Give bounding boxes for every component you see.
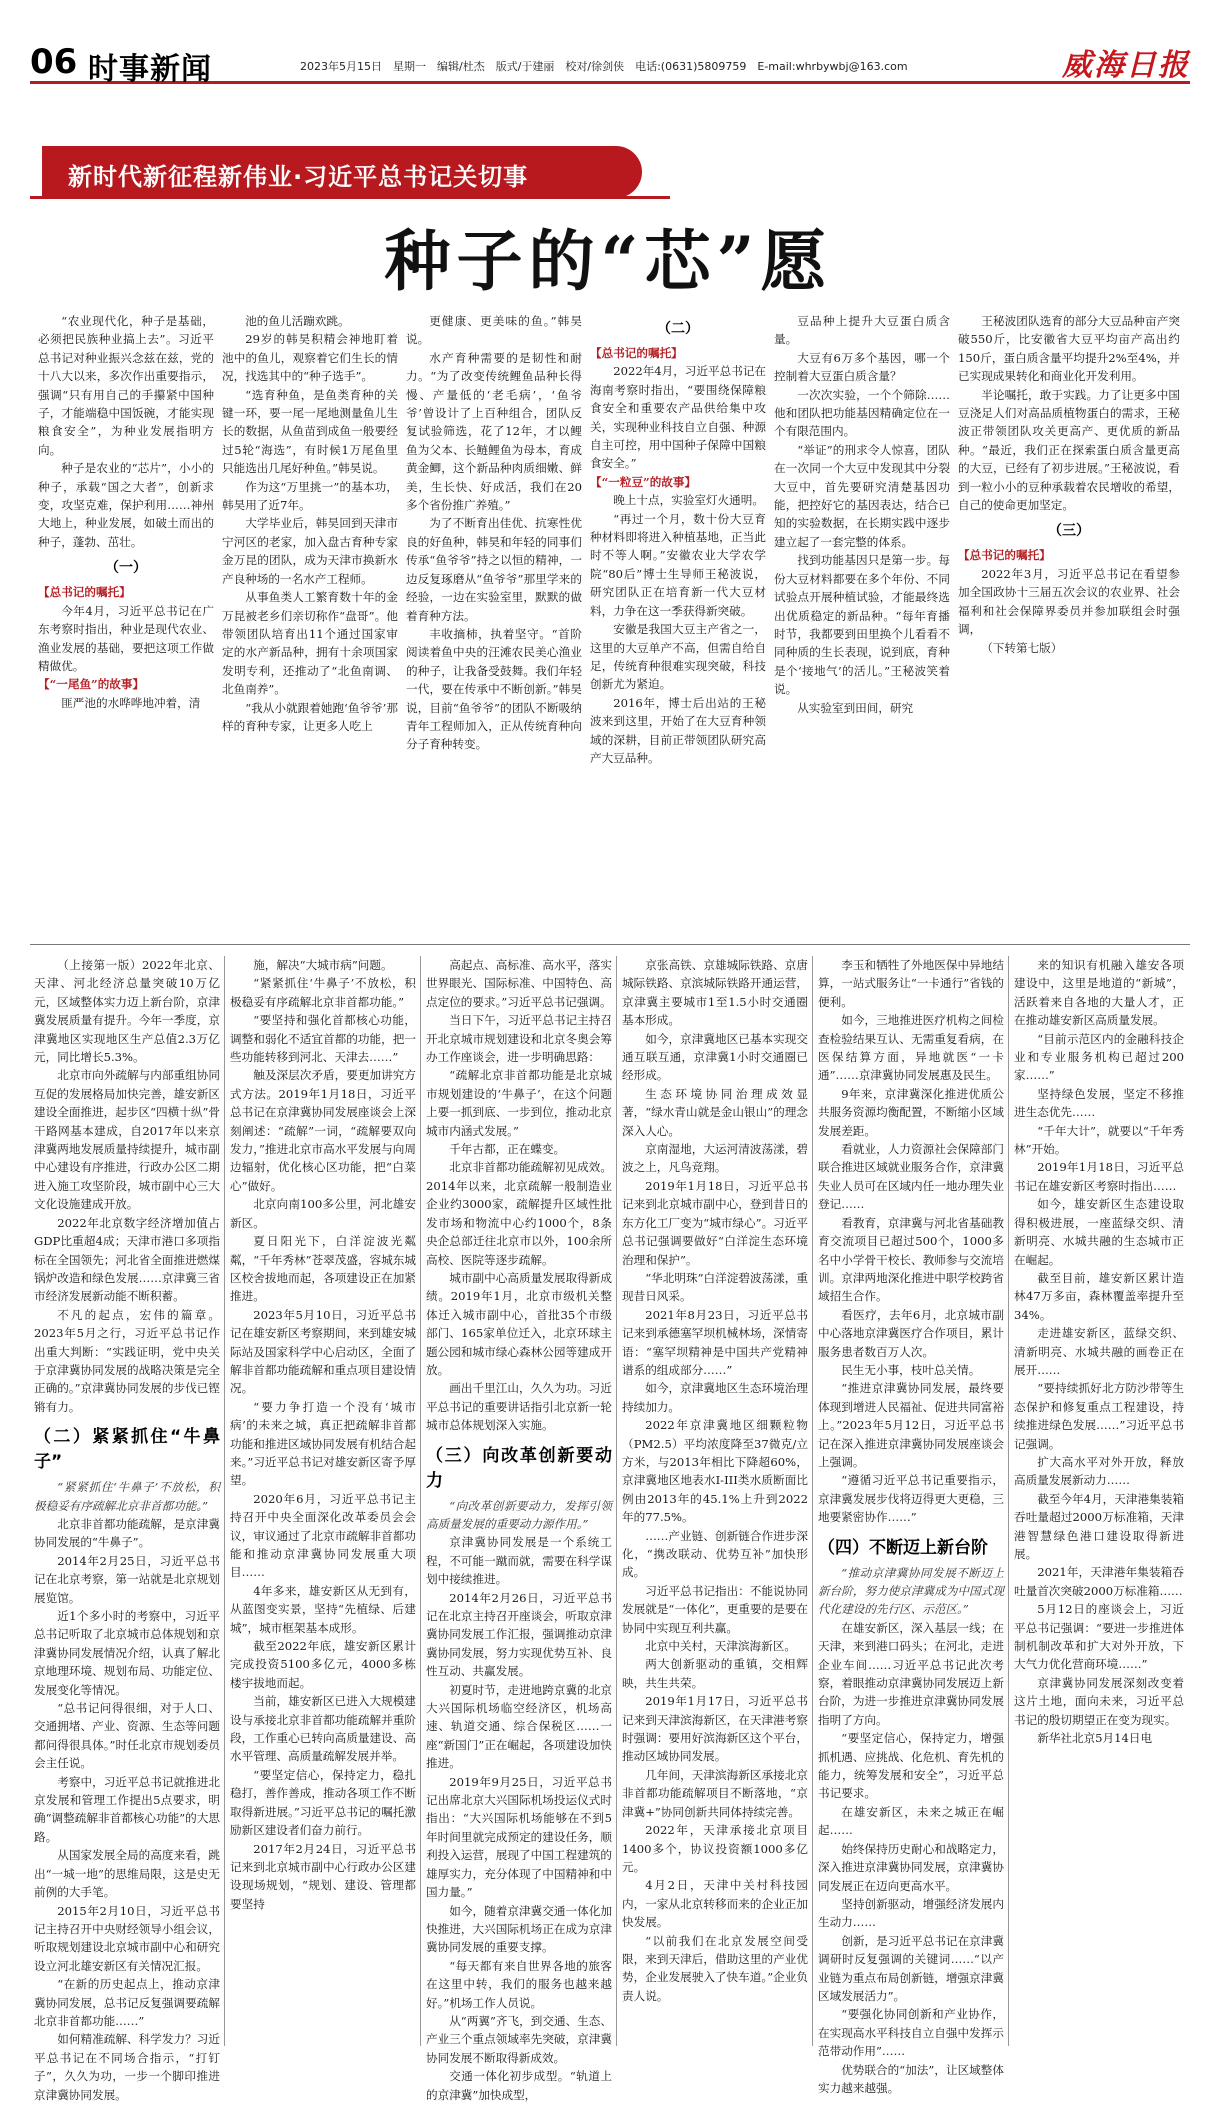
paragraph: “要坚定信心，保持定力，稳扎稳打，善作善成，推动各项工作不断取得新进展。”习近平总书记的嘱托激励新区建设者们奋力前行。 [230,1767,416,1838]
paragraph: 始终保持历史耐心和战略定力，深入推进京津冀协同发展，京津冀协同发展正在迈向更高水平。 [818,1841,1004,1893]
paragraph: “举证”的刑求令人惊喜，团队在一次同一个大豆中发现其中分裂大豆中，首先要研究清楚基因功能，把控好它的基因表达，结合已知的实验数据，在长期实践中逐步建立起了一套完整的体系。 [774,442,950,549]
paragraph: 从事鱼类人工繁育数十年的金万昆被老乡们亲切称作“盘哥”。他带领团队培育出11个通过国家审定的水产新品种，拥有十余项国家发明专利，还推动了“北鱼南调、北鱼南养”。 [222,590,398,697]
paragraph: 5月12日的座谈会上，习近平总书记强调：“要进一步推进体制机制改革和扩大对外开放，下大气力优化营商环境……” [1014,1602,1184,1672]
paragraph: “遵循习近平总书记重要指示，京津冀发展步伐将迈得更大更稳，三地要紧密协作……” [818,1473,1004,1525]
paragraph: 2022年3月，习近平总书记在看望参加全国政协十三届五次会议的农业界、社会福利和社会保障界委员并参加联组会时强调， [958,566,1180,637]
paragraph: 在雄安新区，深入基层一线；在天津，来到港口码头；在河北，走进企业车间……习近平总书记此次考察，着眼推动京津冀协同发展迈上新台阶，为进一步推进京津冀协同发展指明了方向。 [818,1620,1004,1727]
paragraph: 如今，雄安新区生态建设取得积极进展，一座蓝绿交织、清新明亮、水城共融的生态城市正在崛起。 [1014,1197,1184,1267]
paragraph: “在新的历史起点上，推动京津冀协同发展，总书记反复强调要疏解北京非首都功能……” [34,1977,220,2028]
paragraph: 为了不断育出佳优、抗寒性优良的好鱼种，韩昊和年轻的同事们传承“鱼爷爷”持之以恒的精神，一边反复琢磨从“鱼爷爷”那里学来的经验，一边在实验室里，默默的做着育种方法。 [406,516,582,623]
paragraph: 北京非首都功能疏解初见成效。2014年以来，北京疏解一般制造业企业约3000家，疏解提升区域性批发市场和物流中心约1000个，8条央企总部迁往北京市以外，100余所高校、医院等逐步疏解。 [426,1160,612,1267]
paragraph: “要坚持和强化首都核心功能，调整和弱化不适宜首都的功能，把一些功能转移到河北、天津去……” [230,1013,416,1065]
paragraph: 高起点、高标准、高水平，落实世界眼光、国际标准、中国特色、高点定位的要求。”习近平总书记强调。 [426,958,612,1009]
paragraph: 今年4月，习近平总书记在广东考察时指出，种业是现代农业、渔业发展的基础，要把这项工作做精做优。 [38,603,214,673]
paragraph: “要强化协同创新和产业协作，在实现高水平科技自立自强中发挥示范带动作用”…… [818,2007,1004,2059]
paragraph: 半论嘱托，敢于实践。力了让更多中国豆浇足人们对高品质植物蛋白的需求，王秘波正带领团队攻关更高产、更优质的新品种。“最近，我们正在探索蛋白质含量更高的大豆，已经有了初步进展。”王秘波说，看到一粒小小的豆种承载着农民增收的希望，自己的使命更加坚定。 [958,387,1180,513]
paragraph: 2022年北京数字经济增加值占GDP比重超4成；天津市港口多项指标在全国领先；河北省全面推进燃煤锅炉改造和绿色发展……京津冀三省市经济发展新动能不断积蓄。 [34,1215,220,1304]
banner-underline [30,196,670,199]
bottom-column-3 [426,956,612,2102]
section-title: 时事新闻 [88,52,212,87]
paragraph: “总书记问得很细，对于人口、交通拥堵、产业、资源、生态等问题都问得很具体。”时任北京市规划委员会主任说。 [34,1701,220,1771]
paragraph: 新华社北京5月14日电 [1037,1731,1153,1746]
bottom-column-1 [34,956,220,2102]
paragraph: 2022年4月，习近平总书记在海南考察时指出，“要围绕保障粮食安全和重要农产品供给集中攻关，实现种业科技自立自强、种源自主可控，用中国种子保障中国粮食安全。” [590,364,767,471]
paragraph: 触及深层次矛盾，要更加讲究方式方法。2019年1月18日，习近平总书记在京津冀协同发展座谈会上深刻阐述：“疏解”一词，“疏解要双向发力，”推进北京市高水平发展与向周边辐射，优化核心区功能，把“白菜心”做好。 [230,1068,416,1193]
part-heading: （二） [657,321,699,337]
paragraph: 2017年2月24日，习近平总书记来到北京城市副中心行政办公区建设现场规划，“规划、建设、管理都要坚持 [230,1841,416,1911]
headline: 种子的“芯”愿 [384,222,833,300]
top-column-1 [38,312,214,932]
top-column-3 [406,312,582,932]
paragraph: 4年多来，雄安新区从无到有，从蓝图变实景，坚持“先植绿、后建城”，城市框架基本成形。 [230,1583,416,1635]
paragraph: 晚上十点，实验室灯火通明。 [613,493,764,508]
paragraph: 北京向南100多公里，河北雄安新区。 [230,1197,416,1230]
page-meta: 2023年5月15日 星期一 编辑/杜杰 版式/于建丽 校对/徐剑侠 电话:(0631)5809759 E-mail:whrbywbj@163.com [300,60,908,73]
paragraph: 坚持创新驱动，增强经济发展内生动力…… [818,1896,1004,1930]
paragraph: 近1个多小时的考察中，习近平总书记听取了北京城市总体规划和京津冀协同发展情况介绍，认真了解北京地理环境、规划布局、功能定位、发展变化等情况。 [34,1609,220,1697]
paragraph: 2014年2月25日，习近平总书记在北京考察，第一站就是北京规划展览馆。 [34,1553,220,1605]
pull-quote: “推动京津冀协同发展不断迈上新台阶，努力使京津冀成为中国式现代化建设的先行区、示范区。” [818,1565,1004,1617]
subhead-label: 【“一粒豆”的故事】 [590,474,697,489]
paragraph: “我从小就跟着她跑‘鱼爷爷’那样的育种专家，让更多人吃上 [222,700,398,733]
top-column-5 [774,312,950,932]
page-number: 06 [30,42,78,82]
paragraph: 2019年9月25日，习近平总书记出席北京大兴国际机场投运仪式时指出：“大兴国际机场能够在不到5年时间里就完成预定的建设任务，顺利投入运营，展现了中国工程建筑的雄厚实力，充分体现了中国精神和中国力量。” [426,1774,612,1900]
bottom-column-4 [622,956,808,2046]
paragraph: 城市副中心高质量发展取得新成绩。2019年1月，北京市级机关整体迁入城市副中心，首批35个市级部门、165家单位迁入，北京环球主题公园和城市绿心森林公园等建成开放。 [426,1270,612,1377]
banner-text: 新时代新征程新伟业·习近平总书记关切事 [68,163,529,191]
top-column-2 [222,312,398,932]
paragraph: 种子是农业的“芯片”，小小的种子，承载“国之大者”，创新求变，攻坚克难，保护利用……神州大地上，种业发展，如破土而出的种子，蓬勃、茁壮。 [38,461,214,549]
paragraph: 丰收摘柿，执着坚守。“首阶阅读着鱼中央的汪滩农民美心渔业的种子，让我备受鼓舞。我们年轻一代，要在传承中不断创新。”韩昊说，目前“鱼爷爷”的团队不断吸纳青年工程师加入，正从传统育种向分子育种转变。 [406,626,582,752]
paragraph: “每天都有来自世界各地的旅客在这里中转，我们的服务也越来越好。”机场工作人员说。 [426,1958,612,2010]
paragraph: 优势联合的“加法”，让区域整体实力越来越强。 [818,2062,1004,2095]
paragraph: 截至今年4月，天津港集装箱吞吐量超过2000万标准箱，天津港智慧绿色港口建设取得新进展。 [1014,1491,1184,1561]
paragraph: 初夏时节，走进地跨京冀的北京大兴国际机场临空经济区，机场高速、轨道交通、综合保税区……一座“新国门”正在崛起，各项建设加快推进。 [426,1682,612,1771]
paragraph: 两大创新驱动的重镇，交相辉映，共生共荣。 [622,1657,808,1690]
paragraph: 2019年1月18日，习近平总书记来到北京城市副中心，登到昔日的东方化工厂变为“城市绿心”。习近平总书记强调要做好“白洋淀生态环境治理和保护”。 [622,1178,808,1267]
paragraph: 找到功能基因只是第一步。每份大豆材料都要在多个年份、不同试验点开展种植试验，才能最终选出优质稳定的新品种。“每年育播时节，我都要到田里换个儿看看不同种质的生长表现，说到底，育种是个‘接地气’的活儿。”王秘波笑着说。 [774,553,950,697]
column-rule [224,956,225,2046]
column-rule [1008,956,1009,2046]
paragraph: 看医疗，去年6月，北京城市副中心落地京津冀医疗合作项目，累计服务患者数百万人次。 [818,1307,1004,1359]
paragraph: 北京市向外疏解与内部重组协同互促的发展格局加快完善，雄安新区建设全面推进，起步区“四横十纵”骨干路网基本建成，自2017年以来京津冀两地发展质量持续提升，城市副中心建设有序推进，行政办公区二期进入施工攻坚阶段，城市副中心三大文化设施建成开放。 [34,1068,220,1212]
top-column-4 [590,312,766,932]
paragraph: 豆品种上提升大豆蛋白质含量。 [774,314,950,347]
paragraph: “农业现代化，种子是基础，必须把民族种业搞上去”。习近平总书记对种业振兴念兹在兹，党的十八大以来，多次作出重要指示，强调“只有用自己的手攥紧中国种子，才能端稳中国饭碗，才能实现粮食安全”，为种业发展指明方向。 [38,314,214,457]
paragraph: 看就业，人力资源社会保障部门联合推进区域就业服务合作，京津冀失业人员可在区域内任一地办理失业登记…… [818,1142,1004,1212]
paragraph: 交通一体化初步成型。“轨道上的京津冀”加快成型， [426,2069,612,2102]
paragraph: 2023年5月10日，习近平总书记在雄安新区考察期间，来到雄安城际站及国家科学中心启动区，全面了解非首都功能疏解和重点项目建设情况。 [230,1307,416,1396]
paragraph: 生态环境协同治理成效显著，“绿水青山就是金山银山”的理念深入人心。 [622,1086,808,1138]
paragraph: “要持续抓好北方防沙带等生态保护和修复重点工程建设，持续推进绿色发展……”习近平总书记强调。 [1014,1381,1184,1451]
part-heading: （三） [1048,523,1090,540]
bottom-column-6 [1014,956,1184,2046]
paragraph: 水产育种需要的是韧性和耐力。“为了改变传统鲤鱼品种长得慢、产量低的‘老毛病’，‘鱼爷爷’曾设计了上百种组合，团队反复试验筛选，花了12年，才以鲤鱼为父本、长鲢鲤鱼为母本，育成黄金鲫，这个新品种肉质细嫩、鲜美，生长快、好成活，我们在20多个省份推广养殖。” [406,350,582,513]
paragraph: 王秘波团队选育的部分大豆品种亩产突破550斤，比安徽省大豆平均亩产高出约150斤，蛋白质含量平均提升2%至4%，并已实现成果转化和商业化开发利用。 [958,314,1180,384]
top-column-6 [958,312,1180,932]
column-rule [420,956,421,2046]
paragraph: “目前示范区内的金融科技企业和专业服务机构已超过200家……” [1014,1031,1184,1083]
paragraph: “以前我们在北京发展空间受限，来到天津后，借助这里的产业优势，企业发展驶入了快车道。”企业负责人说。 [622,1933,808,2003]
paragraph: 2021年8月23日，习近平总书记来到承德塞罕坝机械林场，深情寄语：“塞罕坝精神是中国共产党精神谱系的组成部分……” [622,1307,808,1377]
paragraph: “疏解北京非首都功能是北京城市规划建设的‘牛鼻子’，在这个问题上要一抓到底、一步到位，推动北京城市内涵式发展。” [426,1068,612,1138]
paragraph: 从实验室到田间，研究 [797,700,914,715]
paragraph: （下转第七版） [981,640,1063,655]
section-heading: （二）紧紧抓住“牛鼻子” [34,1427,220,1473]
paragraph: 截至目前，雄安新区累计造林47万多亩，森林覆盖率提升至34%。 [1014,1270,1184,1322]
paragraph: 京津冀协同发展是一个系统工程，不可能一蹴而就，需要在科学谋划中接续推进。 [426,1535,612,1587]
section-divider [30,944,1190,945]
paragraph: 2015年2月10日，习近平总书记主持召开中央财经领导小组会议，听取规划建设北京城市副中心和研究设立河北雄安新区有关情况汇报。 [34,1903,220,1973]
paragraph: 夏日阳光下，白洋淀波光粼粼，“千年秀林”苍翠茂盛，容城东城区校舍拔地而起，各项建设正在加紧推进。 [230,1234,416,1304]
paragraph: 当日下午，习近平总书记主持召开北京城市规划建设和北京冬奥会筹办工作座谈会，进一步明确思路： [426,1013,612,1065]
paragraph: “千年大计”，就要以“千年秀林”开始。 [1014,1123,1184,1157]
paragraph: 如今，三地推进医疗机构之间检查检验结果互认、无需重复看病，在医保结算方面，异地就医“一卡通”……京津冀协同发展惠及民生。 [818,1013,1004,1083]
paragraph: 几年间，天津滨海新区承接北京非首都功能疏解项目不断落地，“京津冀+”协同创新共同体持续完善。 [622,1767,808,1819]
paragraph: 民生无小事，枝叶总关情。 [841,1362,981,1377]
paragraph: 如今，随着京津冀交通一体化加快推进，大兴国际机场正在成为京津冀协同发展的重要支撑。 [426,1903,612,1955]
paragraph: 如今，京津冀地区已基本实现交通互联互通，京津冀1小时交通圈已经形成。 [622,1031,808,1083]
section-heading: （四）不断迈上新台阶 [818,1537,988,1558]
paragraph: 从“两翼”齐飞，到交通、生态、产业三个重点领域率先突破，京津冀协同发展不断取得新成效。 [426,2013,612,2065]
newspaper-logo: 威海日报 [1062,48,1190,83]
paragraph: 看教育，京津冀与河北省基础教育交流项目已超过500个，1000多名中小学骨干校长、教师参与交流培训。京津两地深化推进中职学校跨省域招生合作。 [818,1215,1004,1304]
paragraph: 创新，是习近平总书记在京津冀调研时反复强调的关键词……“以产业链为重点布局创新链，增强京津冀区域发展活力”。 [818,1933,1004,2003]
paragraph: 2021年，天津港年集装箱吞吐量首次突破2000万标准箱…… [1014,1565,1184,1598]
paragraph: 截至2022年底，雄安新区累计完成投资5100多亿元，4000多栋楼宇拔地而起。 [230,1639,416,1690]
paragraph: “要力争打造一个没有‘城市病’的未来之城，真正把疏解非首都功能和推进区域协同发展有机结合起来。”习近平总书记对雄安新区寄予厚望。 [230,1399,416,1488]
paragraph: 北京中关村，天津滨海新区。 [645,1639,796,1654]
paragraph: 扩大高水平对外开放，释放高质量发展新动力…… [1014,1454,1184,1488]
paragraph: 画出千里江山，久久为功。习近平总书记的重要讲话指引北京新一轮城市总体规划深入实施。 [426,1381,612,1433]
page-header [30,42,1190,87]
paragraph: “华北明珠”白洋淀碧波荡漾，重现昔日风采。 [622,1270,808,1304]
pull-quote: “紧紧抓住‘牛鼻子’不放松，积极稳妥有序疏解北京非首都功能。” [34,1480,220,1513]
paragraph: 京津冀协同发展深刻改变着这片土地，面向未来，习近平总书记的殷切期望正在变为现实。 [1014,1675,1184,1727]
paragraph: 2019年1月17日，习近平总书记来到天津滨海新区，在天津港考察时强调：要用好滨海新区这个平台，推动区域协同发展。 [622,1694,808,1764]
paragraph: 大学毕业后，韩昊回到天津市宁河区的老家，加入盘古育种专家金万昆的团队，成为天津市换新水产良种场的一名水产工程师。 [222,516,398,586]
paragraph: 来的知识有机融入雄安各项建设中，这里是地道的“新城”，活跃着来自各地的大量人才，正在推动雄安新区高质量发展。 [1014,958,1184,1028]
column-rule [616,956,617,2046]
paragraph: 作为这“万里挑一”的基本功，韩昊用了近7年。 [222,479,398,513]
subhead-label: 【总书记的嘱托】 [958,548,1051,563]
paragraph: 京南湿地，大运河清波荡漾，碧波之上，凡鸟竞翔。 [622,1142,808,1175]
paragraph: “推进京津冀协同发展，最终要体现到增进人民福祉、促进共同富裕上。”2023年5月12日，习近平总书记在深入推进京津冀协同发展座谈会上强调。 [818,1381,1004,1469]
paragraph: 从国家发展全局的高度来看，跳出“一城一地”的思维局限，这是史无前例的大手笔。 [34,1848,220,1900]
paragraph: 安徽是我国大豆主产省之一，这里的大豆单产不高，但需自给自足，传统育种很难实现突破，科技创新尤为紧迫。 [590,622,766,692]
paragraph: 一次次实验，一个个筛除……他和团队把功能基因精确定位在一个有限范围内。 [774,387,950,439]
paragraph: 不凡的起点，宏伟的篇章。2023年5月之行，习近平总书记作出重大判断：“实践证明，党中央关于京津冀协同发展的战略决策是完全正确的。”京津冀协同发展的步伐已铿锵有力。 [34,1307,220,1414]
paragraph: 池的鱼儿活蹦欢跳。 [245,314,350,328]
paragraph: 更健康、更美味的鱼。”韩昊说。 [406,314,582,347]
paragraph: 京张高铁、京雄城际铁路、京唐城际铁路、京滨城际铁路开通运营，京津冀主要城市1至1.5小时交通圈基本形成。 [622,958,808,1028]
paragraph: “再过一个月，数十份大豆育种材料即将进入种植基地，正当此时不等人啊。”安徽农业大学农学院“80后”博士生导师王秘波说，研究团队正在培育新一代大豆材料，力争在这一季获得新突破。 [590,511,766,618]
paragraph: 施，解决“大城市病”问题。 [253,958,393,972]
paragraph: 坚持绿色发展，坚定不移推进生态优先…… [1014,1086,1184,1120]
bottom-column-5 [818,956,1004,2095]
paragraph: （上接第一版）2022年北京、天津、河北经济总量突破10万亿元，区域整体实力迈上新台阶，京津冀发展质量有提升。今年一季度，京津冀地区实现地区生产总值2.3万亿元，同比增长5.3%。 [34,958,220,1065]
paragraph: 匪严池的水哗哗地冲着，清 [61,695,201,710]
paragraph: 2020年6月，习近平总书记主持召开中央全面深化改革委员会会议，审议通过了北京市疏解非首都功能和推动京津冀协同发展重大项目…… [230,1491,416,1580]
paragraph: 2016年，博士后出站的王秘波来到这里，开始了在大豆育种领域的深耕，目前正带领团队研究高产大豆品种。 [590,695,766,765]
paragraph: 29岁的韩昊积精会神地盯着池中的鱼儿，观察着它们生长的情况，找选其中的“种子选手”。 [222,332,398,384]
subhead-label: 【总书记的嘱托】 [38,585,131,600]
paragraph: 千年古都，正在蝶变。 [449,1142,566,1157]
subhead-label: 【“一尾鱼”的故事】 [38,677,145,692]
paragraph: 2022年京津冀地区细颗粒物（PM2.5）平均浓度降至37微克/立方米，与2013年相比下降超60%，京津冀地区地表水I-III类水质断面比例由2013年的45.1%上升到2022年的77.5%。 [622,1418,808,1525]
column-rule [812,956,813,2046]
paragraph: ……产业链、创新链合作进步深化，“携改联动、优势互补”加快形成。 [622,1528,808,1580]
section-heading: （三）向改革创新要动力 [426,1445,612,1491]
paragraph: 走进雄安新区，蓝绿交织、清新明亮、水城共融的画卷正在展开…… [1014,1326,1184,1377]
paragraph: 2014年2月26日，习近平总书记在北京主持召开座谈会，听取京津冀协同发展工作汇报，强调推动京津冀协同发展，努力实现优势互补、良性互动、共赢发展。 [426,1590,612,1679]
paragraph: 在雄安新区，未来之城正在崛起…… [818,1804,1004,1838]
subhead-label: 【总书记的嘱托】 [590,346,683,360]
paragraph: “紧紧抓住‘牛鼻子’不放松，积极稳妥有序疏解北京非首都功能。” [230,976,416,1009]
paragraph: 如何精准疏解、科学发力？习近平总书记在不同场合指示，“打钉子”，久久为功，一步一个脚印推进京津冀协同发展。 [34,2032,220,2102]
paragraph: 当前，雄安新区已进入大规模建设与承接北京非首都功能疏解并重阶段，工作重心已转向高质量建设、高水平管理、高质量疏解发展并举。 [230,1694,416,1764]
paragraph: 大豆有6万多个基因，哪一个控制着大豆蛋白质含量？ [774,350,950,384]
paragraph: 2022年，天津承接北京项目1400多个，协议投资额1000多亿元。 [622,1823,808,1874]
paragraph: 如今，京津冀地区生态环境治理持续加力。 [622,1381,808,1414]
topic-banner [42,146,642,198]
part-heading: （一） [105,560,147,577]
paragraph: 习近平总书记指出：不能说协同发展就是“一体化”，更重要的是要在协同中实现互利共赢。 [622,1583,808,1635]
paragraph: “选育种鱼，是鱼类育种的关键一环，要一尾一尾地测量鱼儿生长的数据，从鱼苗到成鱼一般要经过5轮“海选”，有时候1万尾鱼里只能选出几尾好种鱼。”韩昊说。 [222,387,398,476]
paragraph: 考察中，习近平总书记就推进北京发展和管理工作提出5点要求，明确“调整疏解非首都核心功能”的大思路。 [34,1774,220,1844]
paragraph: 9年来，京津冀深化推进优质公共服务资源均衡配置，不断缩小区域发展差距。 [818,1086,1004,1138]
paragraph: 4月2日，天津中关村科技园内，一家从北京转移而来的企业正加快发展。 [622,1878,808,1930]
paragraph: 北京非首都功能疏解，是京津冀协同发展的“牛鼻子”。 [34,1516,220,1550]
bottom-column-2 [230,956,416,2046]
pull-quote: “向改革创新要动力，发挥引领高质量发展的重要动力源作用。” [426,1498,612,1531]
paragraph: 李玉和牺牲了外地医保中异地结算，一站式服务让“一卡通行”省钱的便利。 [818,958,1004,1009]
paragraph: “要坚定信心，保持定力，增强抓机遇、应挑战、化危机、育先机的能力，统筹发展和安全”，习近平总书记要求。 [818,1731,1004,1801]
paragraph: 2019年1月18日，习近平总书记在雄安新区考察时指出…… [1014,1160,1184,1193]
